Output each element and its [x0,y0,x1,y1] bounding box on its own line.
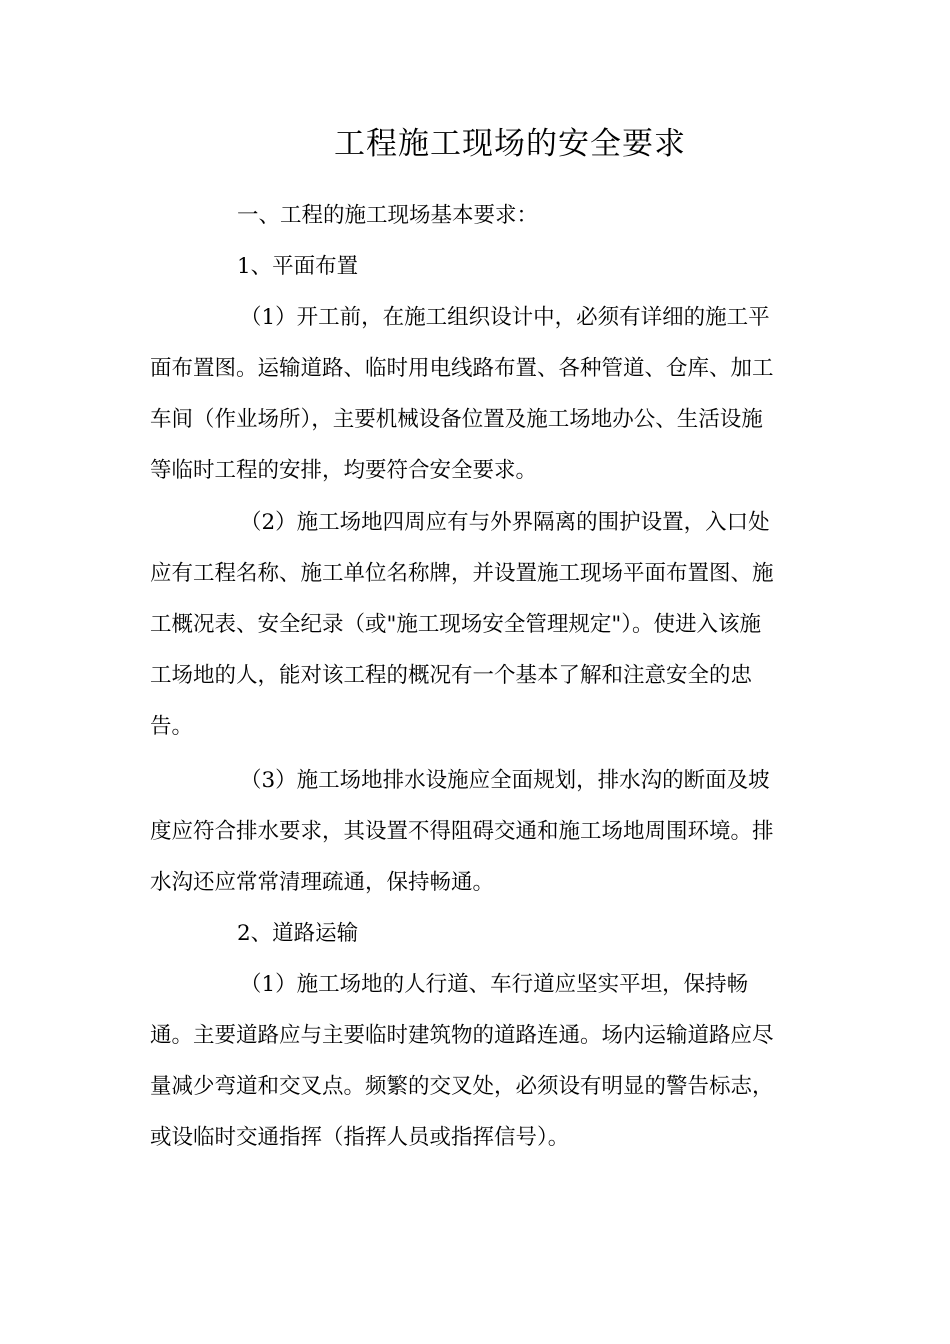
paragraph-line: 通。主要道路应与主要临时建筑物的道路连通。场内运输道路应尽 [150,1023,774,1048]
subsection-heading: 2、道路运输 [237,921,359,946]
paragraph-line: （2）施工场地四周应有与外界隔离的围护设置，入口处 [240,510,770,535]
paragraph-line: 告。 [150,714,194,739]
document-title: 工程施工现场的安全要求 [334,126,686,162]
paragraph-line: （1）开工前，在施工组织设计中，必须有详细的施工平 [240,305,770,330]
paragraph-line: （3）施工场地排水设施应全面规划，排水沟的断面及坡 [240,768,770,793]
paragraph-line: 工场地的人，能对该工程的概况有一个基本了解和注意安全的忠 [150,663,753,688]
paragraph-line: 度应符合排水要求，其设置不得阻碍交通和施工场地周围环境。排 [150,819,774,844]
section-heading: 一、工程的施工现场基本要求： [237,203,539,228]
paragraph-line: 面布置图。运输道路、临时用电线路布置、各种管道、仓库、加工 [150,356,774,381]
subsection-heading: 1、平面布置 [237,254,359,279]
paragraph-line: 量减少弯道和交叉点。频繁的交叉处，必须设有明显的警告标志， [150,1074,774,1099]
paragraph-line: 车间（作业场所），主要机械设备位置及施工场地办公、生活设施 [150,407,763,432]
paragraph-line: 应有工程名称、施工单位名称牌，并设置施工现场平面布置图、施 [150,561,774,586]
paragraph-line: （1）施工场地的人行道、车行道应坚实平坦，保持畅 [240,972,749,997]
paragraph-line: 水沟还应常常清理疏通，保持畅通。 [150,870,495,895]
paragraph-line: 工概况表、安全纪录（或"施工现场安全管理规定"）。使进入该施 [150,612,762,637]
paragraph-line: 等临时工程的安排，均要符合安全要求。 [150,458,538,483]
paragraph-line: 或设临时交通指挥（指挥人员或指挥信号）。 [150,1125,570,1150]
